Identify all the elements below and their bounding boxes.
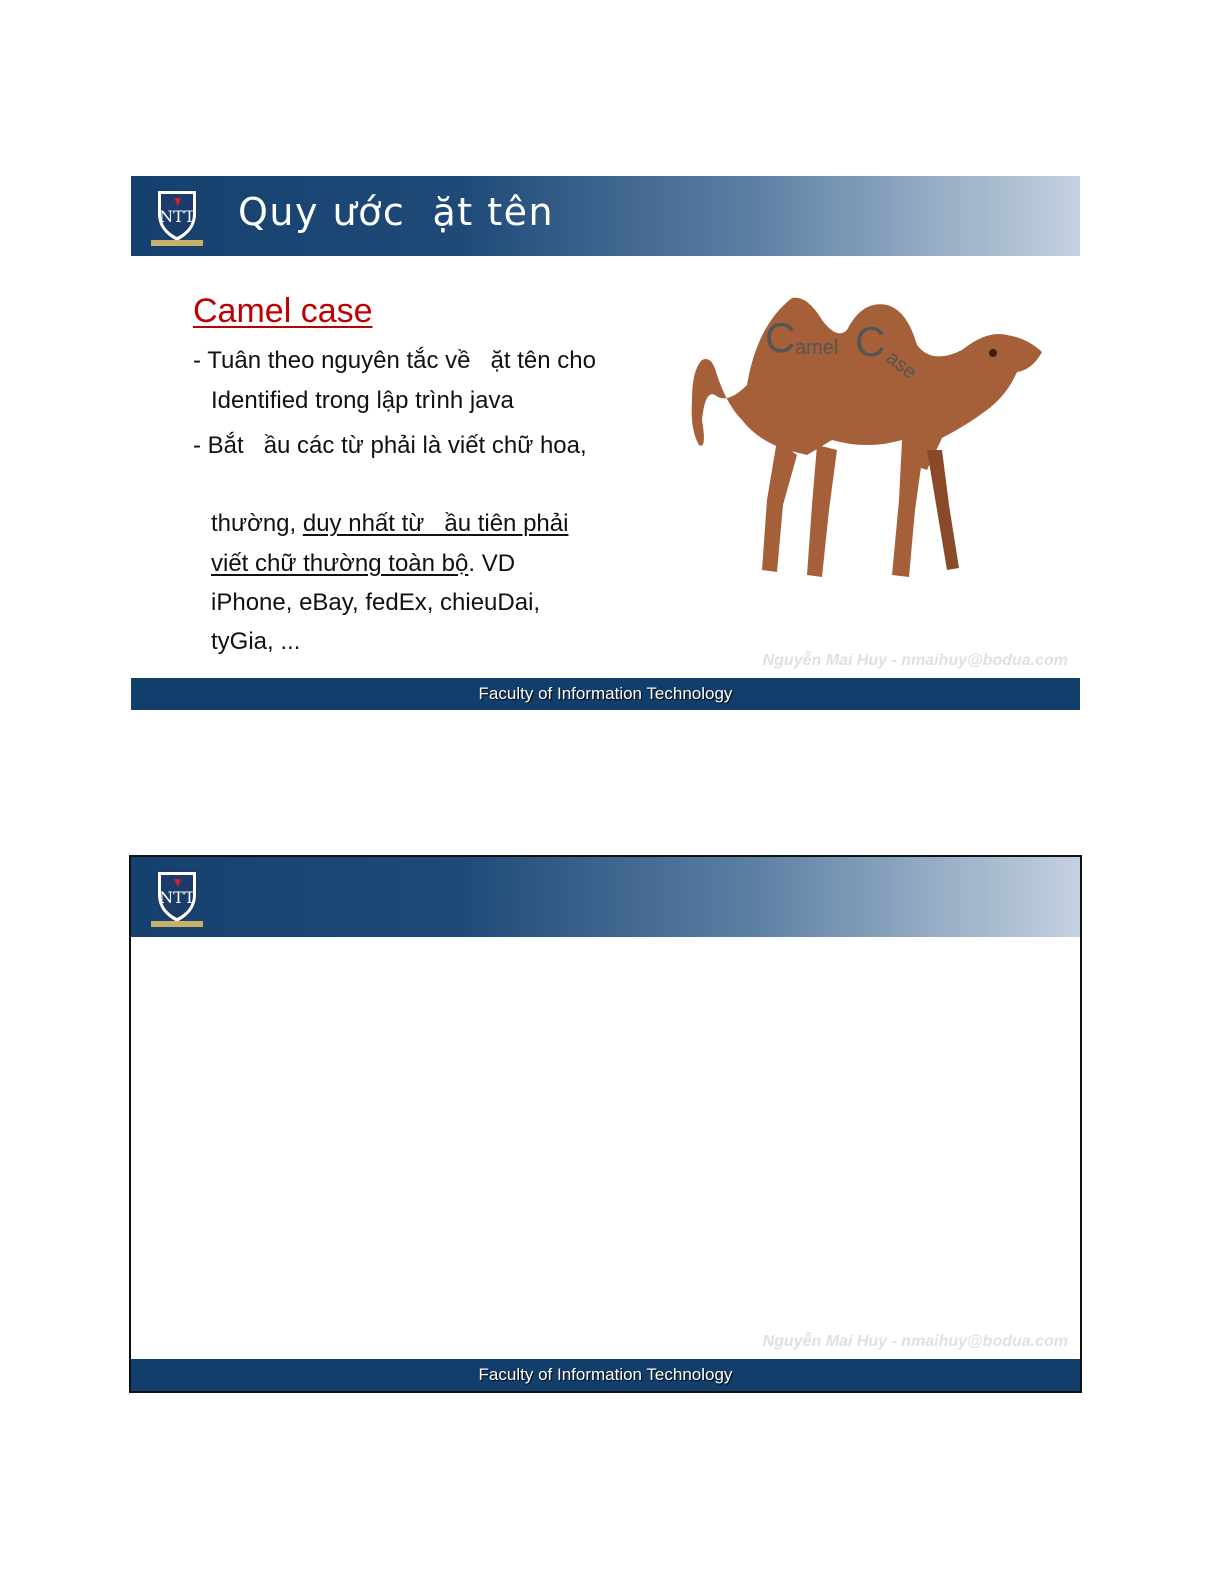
svg-text:NTT: NTT [159, 888, 195, 907]
text-segment: thường, [211, 510, 303, 537]
camel-illustration [687, 290, 1047, 590]
underlined-segment: duy nhất từ ầu tiên phải [302, 510, 569, 537]
bullet-2-line-3 [211, 550, 515, 578]
watermark: Nguyễn Mai Huy - nmaihuy@bodua.com [762, 652, 1068, 669]
slide-title: Quy ước ặt tên [238, 190, 555, 234]
university-logo-icon [145, 865, 209, 931]
slide-2 [131, 857, 1080, 1391]
examples-line: iPhone, eBay, fedEx, chieuDai, [211, 589, 541, 616]
camel-text-ase: ase [881, 346, 921, 384]
bullet-1-cont: Identified trong lập trình java [211, 387, 514, 414]
watermark: Nguyễn Mai Huy - nmaihuy@bodua.com [762, 1333, 1068, 1350]
examples-line-2: tyGia, ... [211, 628, 301, 655]
title-bar [131, 857, 1080, 937]
svg-text:NTT: NTT [159, 207, 195, 226]
text-segment: . VD [468, 550, 516, 577]
university-logo-icon [145, 184, 209, 250]
bullet-2: - Bắt ầu các từ phải là viết chữ hoa, [193, 432, 587, 459]
camel-text-c2: C [855, 318, 886, 365]
camel-text-amel: amel [795, 337, 839, 359]
bullet-1: - Tuân theo nguyên tắc về ặt tên cho [193, 347, 596, 374]
heading-camel-case: Camel case [193, 292, 373, 330]
footer-bar: Faculty of Information Technology [131, 1359, 1080, 1391]
camel-text-c1: C [765, 314, 796, 361]
footer-bar: Faculty of Information Technology [131, 678, 1080, 710]
bullet-2-line-2 [211, 510, 568, 538]
underlined-segment: viết chữ thường toàn bộ [211, 550, 469, 577]
slide-1 [131, 176, 1080, 710]
title-bar [131, 176, 1080, 256]
